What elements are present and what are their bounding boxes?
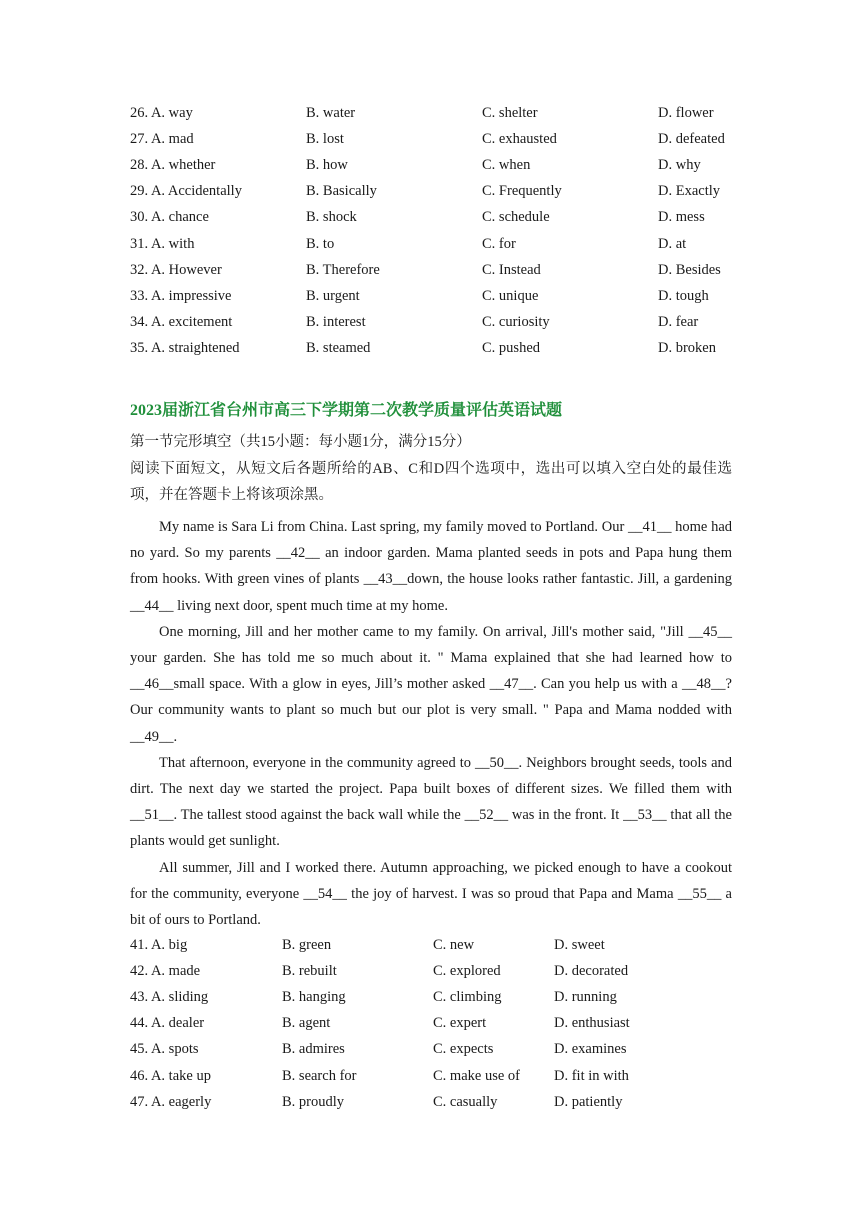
- option-b: B. urgent: [306, 287, 360, 304]
- option-c: C. Frequently: [482, 183, 562, 200]
- option-d: D. decorated: [554, 962, 629, 979]
- passage-paragraph: One morning, Jill and her mother came to my family. On arrival, Jill's mother said, "Jill __45__ your garden. She has told me so much about it. " Mama explained that she had learned how to __46__small space. With a glow in eyes, Jill’s mother asked __47__. Can you help us with a __48__? Our community wants to plant so much but our plot is very small. " Papa and Mama nodded with __49__.: [130, 623, 732, 745]
- option-a: 29. A. Accidentally: [130, 183, 242, 200]
- option-b: B. interest: [306, 314, 366, 331]
- option-c: C. for: [482, 235, 516, 252]
- option-d: D. fit in with: [554, 1067, 629, 1084]
- option-row-44: [130, 1011, 630, 1037]
- option-row-26: [130, 100, 725, 126]
- option-d: D. fear: [658, 314, 699, 331]
- option-row-28: [130, 152, 725, 178]
- option-a: 28. A. whether: [130, 156, 216, 173]
- option-c: C. schedule: [482, 209, 550, 226]
- option-c: C. Instead: [482, 261, 541, 278]
- option-b: B. to: [306, 235, 335, 252]
- option-c: C. casually: [433, 1093, 498, 1110]
- instructions: 阅读下面短文，从短文后各题所给的AB、C和D四个选项中，选出可以填入空白处的最佳选项，并在答题卡上将该项涂黑。: [130, 461, 732, 504]
- option-a: 35. A. straightened: [130, 340, 240, 357]
- option-a: 33. A. impressive: [130, 287, 232, 304]
- option-b: B. Basically: [306, 183, 377, 200]
- option-d: D. at: [658, 235, 687, 252]
- option-b: B. admires: [282, 1041, 345, 1058]
- option-d: D. Exactly: [658, 183, 721, 200]
- options-table-41-47: [130, 932, 630, 1115]
- option-b: B. lost: [306, 130, 344, 147]
- section-subtitle: 第一节完形填空（共15小题：每小题1分，满分15分）: [130, 434, 471, 450]
- option-d: D. mess: [658, 209, 705, 226]
- option-row-47: [130, 1089, 630, 1115]
- option-row-29: [130, 179, 725, 205]
- option-row-30: [130, 205, 725, 231]
- option-d: D. why: [658, 156, 701, 173]
- option-d: D. tough: [658, 287, 709, 304]
- option-c: C. when: [482, 156, 531, 173]
- option-a: 32. A. However: [130, 261, 222, 278]
- option-b: B. water: [306, 104, 356, 121]
- option-a: 41. A. big: [130, 936, 188, 953]
- option-a: 26. A. way: [130, 104, 193, 121]
- option-row-46: [130, 1063, 630, 1089]
- option-b: B. steamed: [306, 340, 371, 357]
- options-table-26-35: [130, 100, 725, 362]
- option-row-31: [130, 231, 725, 257]
- option-c: C. expert: [433, 1015, 487, 1032]
- option-c: C. curiosity: [482, 314, 550, 331]
- option-d: D. patiently: [554, 1093, 623, 1110]
- option-b: B. proudly: [282, 1093, 345, 1110]
- option-a: 27. A. mad: [130, 130, 194, 147]
- option-row-41: [130, 932, 630, 958]
- option-b: B. how: [306, 156, 348, 173]
- option-row-35: [130, 336, 725, 362]
- option-a: 30. A. chance: [130, 209, 209, 226]
- passage-paragraph: All summer, Jill and I worked there. Autumn approaching, we picked enough to have a cookout for the community, everyone __54__ the joy of harvest. I was so proud that Papa and Mama __55__ a bit of ours to Portland.: [130, 859, 732, 929]
- option-c: C. shelter: [482, 104, 538, 121]
- option-b: B. hanging: [282, 988, 346, 1005]
- option-b: B. shock: [306, 209, 357, 226]
- passage-paragraph: That afternoon, everyone in the community agreed to __50__. Neighbors brought seeds, tools and dirt. The next day we started the project. Papa built boxes of different sizes. We filled them with __51__. The tallest stood against the back wall while the __52__ was in the front. It __53__ that all the plants would get sunlight.: [130, 754, 732, 850]
- option-row-32: [130, 257, 725, 283]
- option-d: D. defeated: [658, 130, 725, 147]
- option-a: 34. A. excitement: [130, 314, 233, 331]
- option-b: B. Therefore: [306, 261, 380, 278]
- option-d: D. broken: [658, 340, 716, 357]
- option-b: B. rebuilt: [282, 962, 337, 979]
- option-c: C. explored: [433, 962, 501, 979]
- option-d: D. enthusiast: [554, 1015, 630, 1032]
- option-c: C. pushed: [482, 340, 540, 357]
- option-d: D. examines: [554, 1041, 627, 1058]
- option-b: B. search for: [282, 1067, 357, 1084]
- option-row-42: [130, 958, 630, 984]
- option-d: D. Besides: [658, 261, 721, 278]
- option-row-43: [130, 984, 630, 1010]
- option-c: C. expects: [433, 1041, 494, 1058]
- option-b: B. green: [282, 936, 332, 953]
- exam-title: 2023届浙江省台州市高三下学期第二次教学质量评估英语试题: [130, 402, 563, 419]
- option-a: 31. A. with: [130, 235, 195, 252]
- option-c: C. new: [433, 936, 475, 953]
- option-a: 42. A. made: [130, 962, 201, 979]
- option-row-34: [130, 310, 725, 336]
- option-d: D. flower: [658, 104, 714, 121]
- option-c: C. make use of: [433, 1067, 520, 1084]
- cloze-passage: [130, 514, 732, 933]
- passage-paragraph: My name is Sara Li from China. Last spring, my family moved to Portland. Our __41__ home had no yard. So my parents __42__ an indoor garden. Mama planted seeds in pots and Papa hung them from hooks. With green vines of plants __43__down, the house looks rather fantastic. Jill, a gardening __44__ living next door, spent much time at my home.: [130, 519, 732, 614]
- option-row-45: [130, 1037, 630, 1063]
- option-row-27: [130, 126, 725, 152]
- option-a: 47. A. eagerly: [130, 1093, 212, 1110]
- option-row-33: [130, 283, 725, 309]
- option-a: 44. A. dealer: [130, 1015, 205, 1032]
- option-b: B. agent: [282, 1015, 331, 1032]
- option-a: 43. A. sliding: [130, 988, 209, 1005]
- option-a: 46. A. take up: [130, 1067, 211, 1084]
- option-c: C. exhausted: [482, 130, 557, 147]
- option-d: D. sweet: [554, 936, 605, 953]
- option-d: D. running: [554, 988, 617, 1005]
- option-a: 45. A. spots: [130, 1041, 199, 1058]
- option-c: C. climbing: [433, 988, 502, 1005]
- option-c: C. unique: [482, 287, 539, 304]
